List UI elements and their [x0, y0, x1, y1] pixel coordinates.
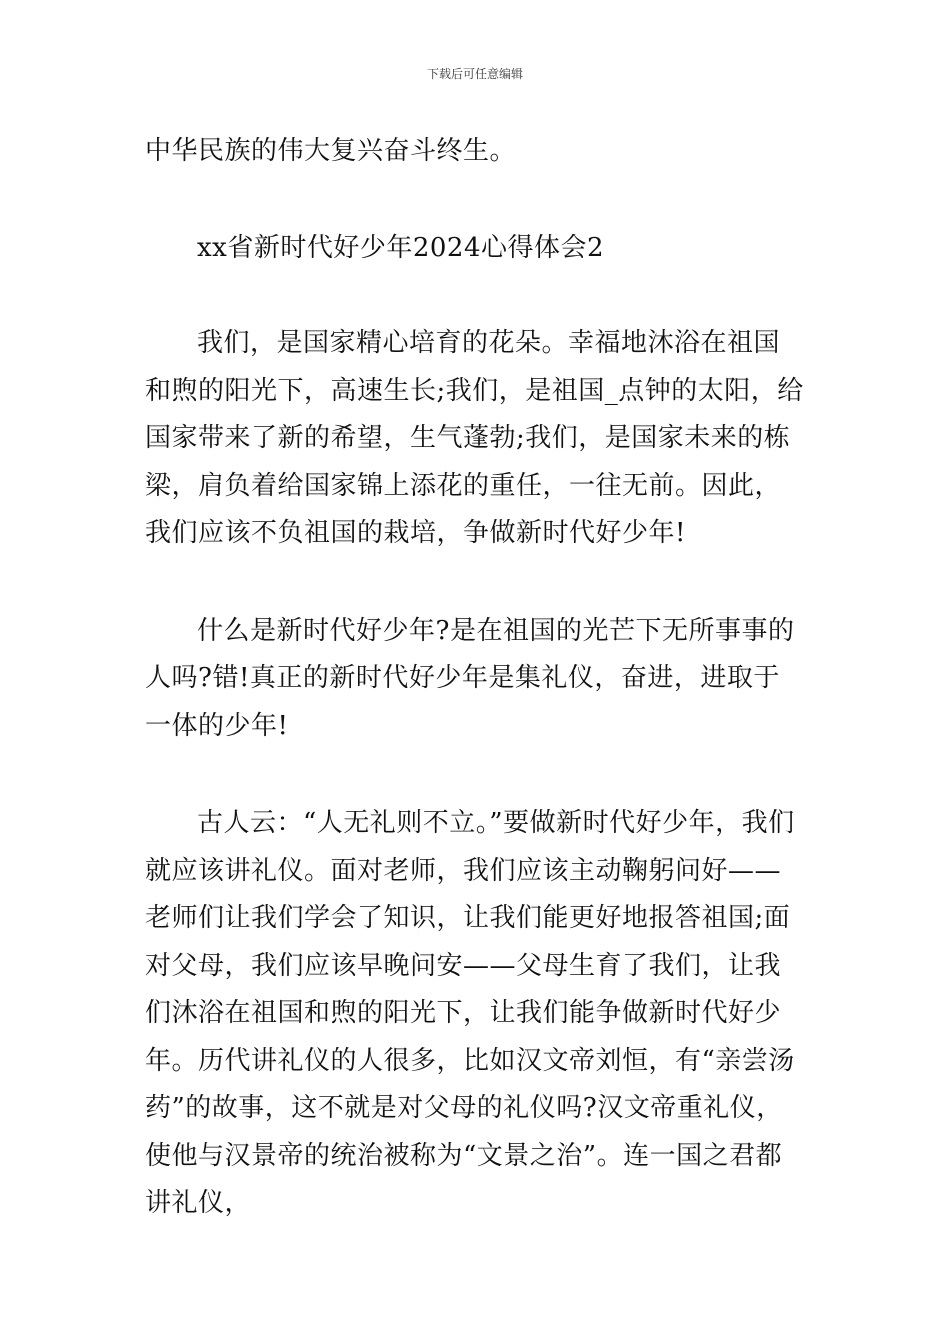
paragraph-continuation: 中华民族的伟大复兴奋斗终生。: [145, 136, 517, 166]
section-heading: xx省新时代好少年2024心得体会2: [197, 232, 605, 263]
paragraph: 古人云：“人无礼则不立。”要做新时代好少年，我们就应该讲礼仪。面对老师，我们应该主动鞠躬问好——老师们让我们学会了知识，让我们能更好地报答祖国;面对父母，我们应该早晚问安——父母生育了我们，让我们沐浴在祖国和煦的阳光下，让我们能争做新时代好少年。历代讲礼仪的人很多，比如汉文帝刘恒，有“亲尝汤药”的故事，这不就是对父母的礼仪吗?汉文帝重礼仪，使他与汉景帝的统治被称为“文景之治”。连一国之君都讲礼仪，: [145, 808, 795, 1218]
paragraph: 我们，是国家精心培育的花朵。幸福地沐浴在祖国和煦的阳光下，高速生长;我们，是祖国_点钟的太阳，给国家带来了新的希望，生气蓬勃;我们，是国家未来的栋梁，肩负着给国家锦上添花的重任，一往无前。因此，我们应该不负祖国的栽培，争做新时代好少年!: [145, 328, 804, 548]
document-body: [145, 128, 805, 1228]
paragraph: 什么是新时代好少年?是在祖国的光芒下无所事事的人吗?错!真正的新时代好少年是集礼仪，奋进，进取于一体的少年!: [145, 615, 795, 741]
page-header-note: 下载后可任意编辑: [426, 67, 523, 81]
